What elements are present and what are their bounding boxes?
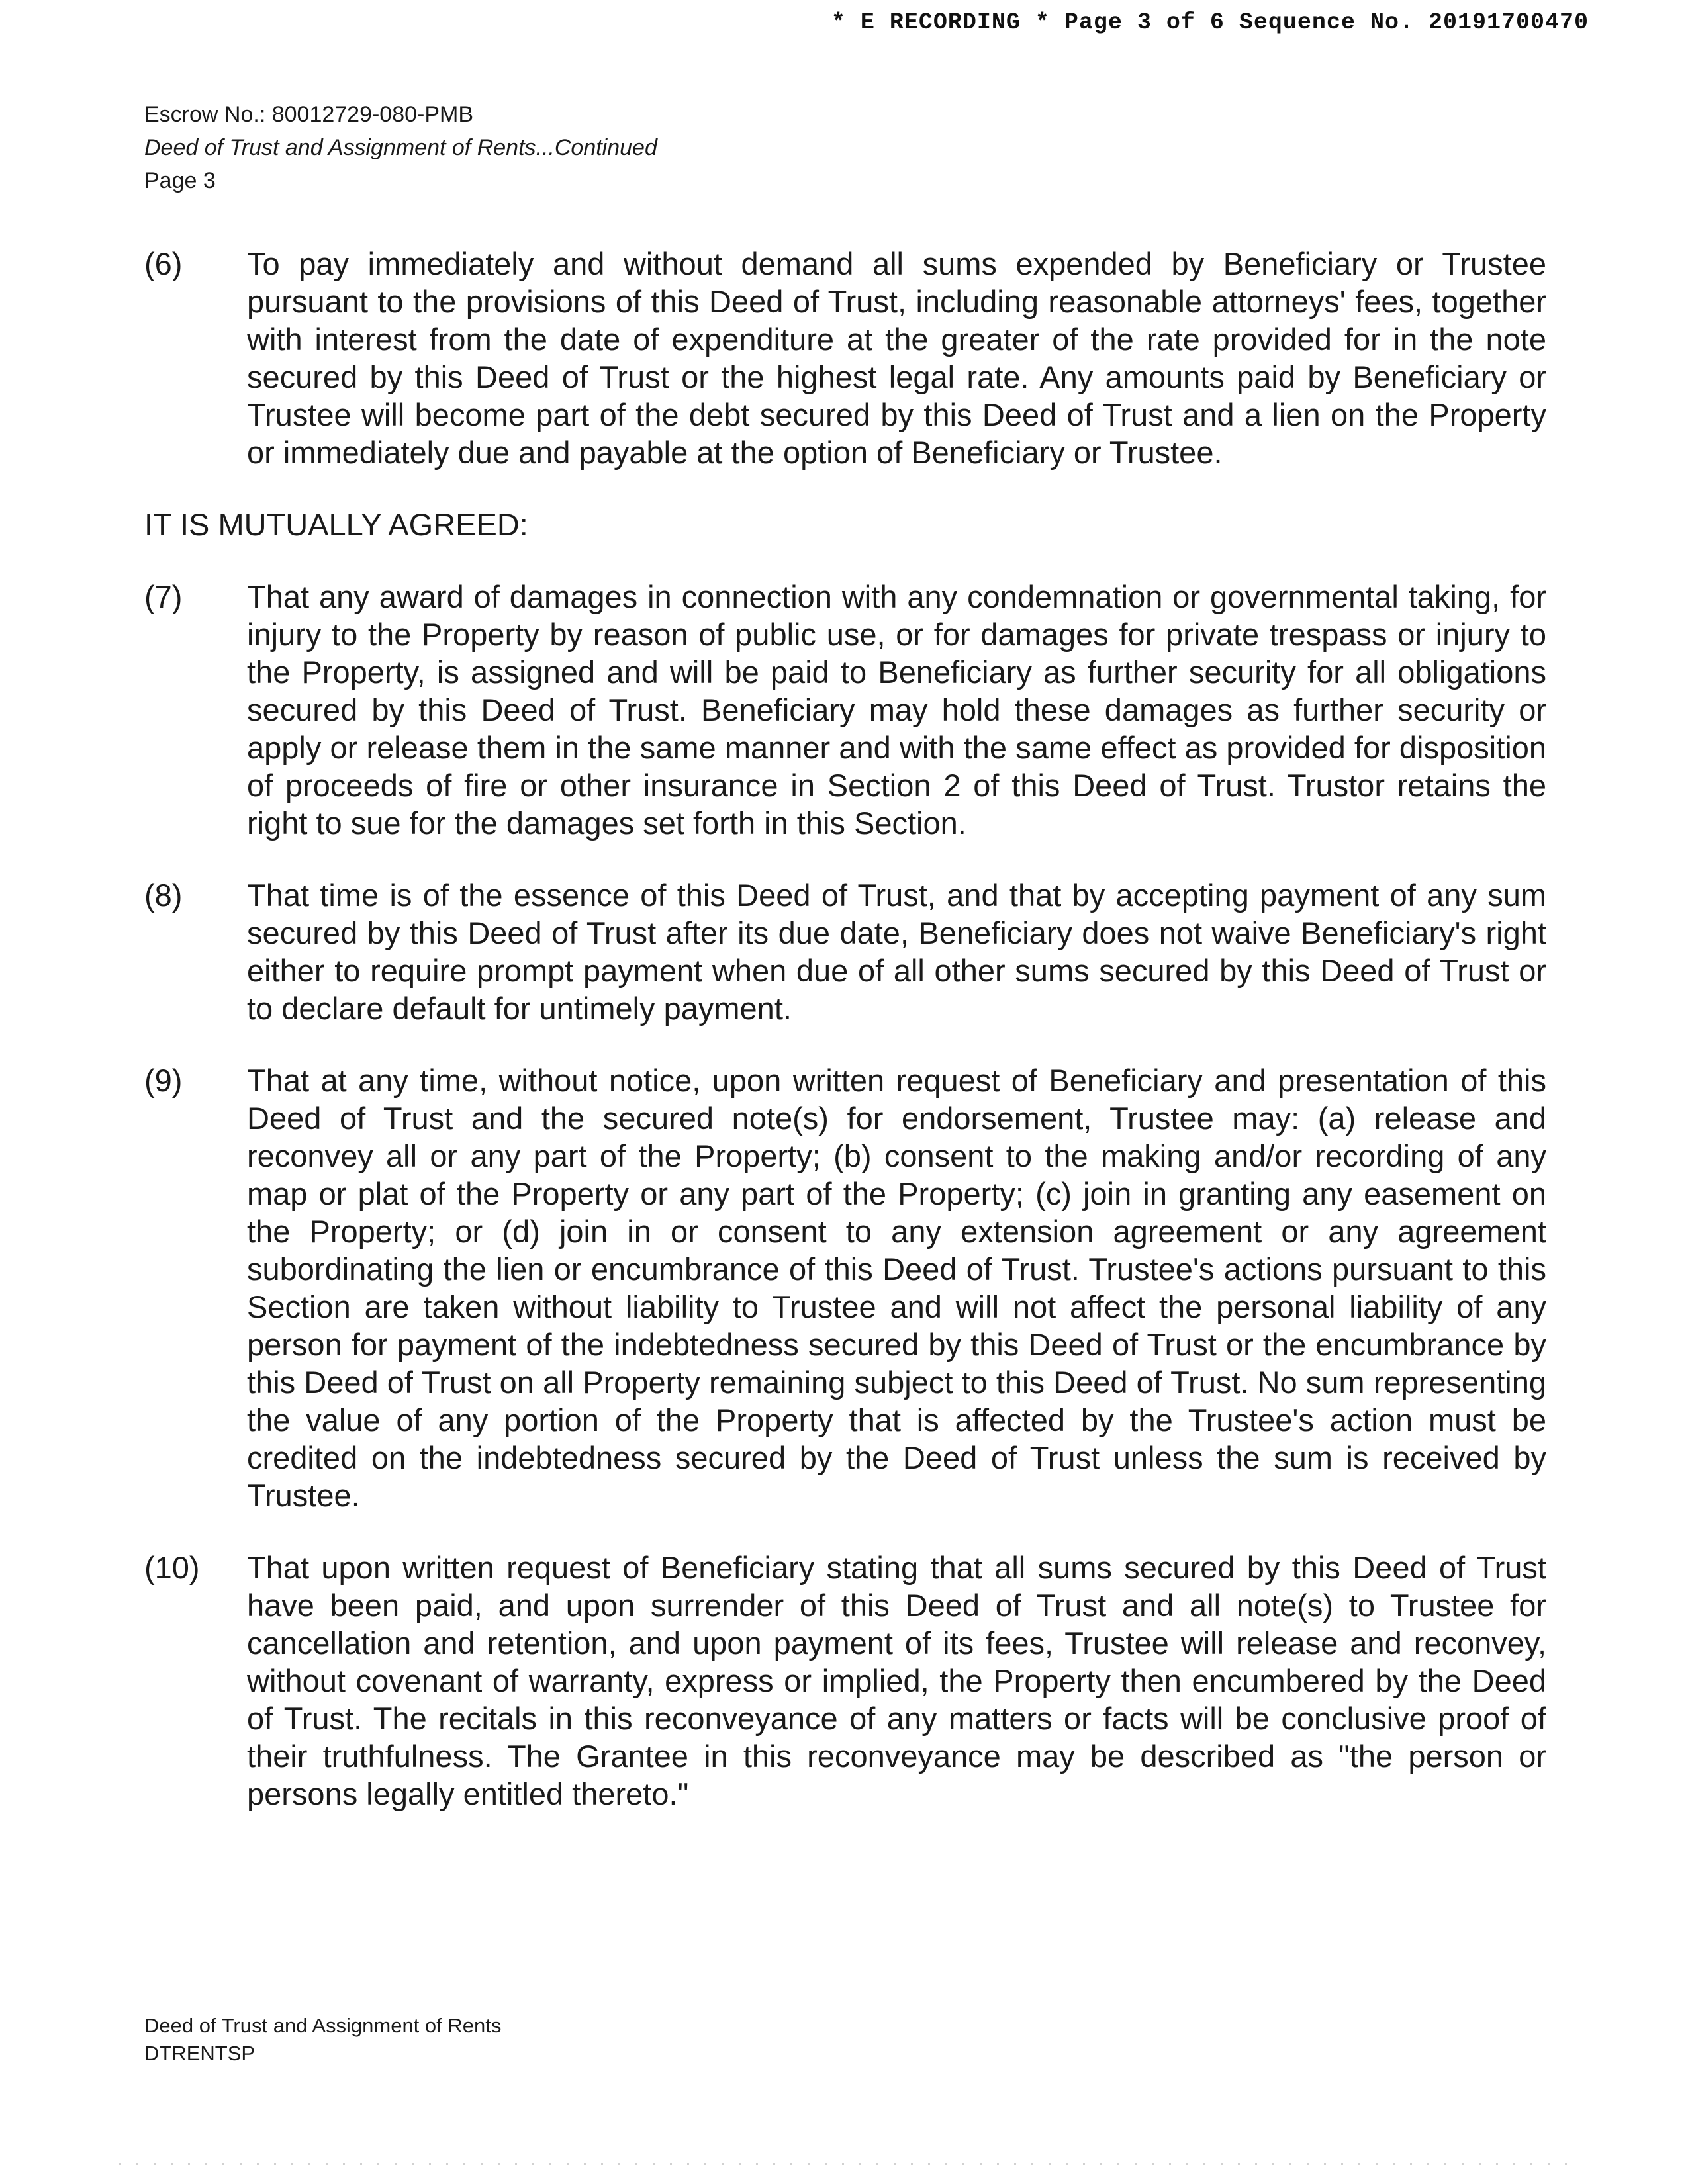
page-label: Page 3: [144, 168, 216, 193]
mutually-agreed-heading: IT IS MUTUALLY AGREED:: [144, 507, 528, 542]
paragraph-text: That at any time, without notice, upon written request of Beneficiary and presentation of this Deed of Trust and the secured note(s) for endorsement, Trustee may: (a) release and reconvey all or any part of the Property; (b) consent to the making and/or recording of any map or plat of the Property or any part of the Property; (c) join in granting any easement on the Property; or (d) join in or consent to any extension agreement or any agreement subordinating the lien or encumbrance of this Deed of Trust. Trustee's actions pursuant to this Section are taken without liability to Trustee and will not affect the personal liability of any person for payment of the indebtedness secured by this Deed of Trust or the encumbrance by this Deed of Trust on all Property remaining subject to this Deed of Trust. No sum representing the value of any portion of the Property that is affected by the Trustee's action must be credited on the indebtedness secured by the Deed of Trust unless the sum is received by Trustee.: [247, 1063, 1546, 1513]
scan-edge-artifact: [119, 2163, 1575, 2165]
recording-stamp: * E RECORDING * Page 3 of 6 Sequence No. 20191700470: [831, 9, 1589, 36]
document-title-continued: Deed of Trust and Assignment of Rents...Continued: [144, 135, 657, 160]
document-header: [144, 98, 657, 197]
paragraph-7: [144, 578, 1546, 842]
paragraph-text: That upon written request of Beneficiary stating that all sums secured by this Deed of Trust have been paid, and upon surrender of this Deed of Trust and all note(s) to Trustee for cancellation and retention, and upon payment of its fees, Trustee will release and reconvey, without covenant of warranty, express or implied, the Property then encumbered by the Deed of Trust. The recitals in this reconveyance of any matters or facts will be conclusive proof of their truthfulness. The Grantee in this reconveyance may be described as "the person or persons legally entitled thereto.": [247, 1550, 1546, 1811]
paragraph-6: [144, 245, 1546, 471]
paragraph-number: (7): [144, 579, 183, 614]
document-footer: [144, 2012, 501, 2068]
paragraph-number: (10): [144, 1550, 200, 1585]
paragraph-number: (6): [144, 246, 183, 281]
paragraph-text: That any award of damages in connection with any condemnation or governmental taking, for injury to the Property by reason of public use, or for damages for private trespass or injury to the Property, is assigned and will be paid to Beneficiary as further security for all obligations secured by this Deed of Trust. Beneficiary may hold these damages as further security or apply or release them in the same manner and with the same effect as provided for disposition of proceeds of fire or other insurance in Section 2 of this Deed of Trust. Trustor retains the right to sue for the damages set forth in this Section.: [247, 579, 1546, 841]
paragraph-number: (8): [144, 878, 183, 913]
footer-title: Deed of Trust and Assignment of Rents: [144, 2014, 502, 2037]
paragraph-9: [144, 1062, 1546, 1514]
paragraph-10: [144, 1549, 1546, 1813]
escrow-number: Escrow No.: 80012729-080-PMB: [144, 102, 474, 127]
paragraph-text: That time is of the essence of this Deed of Trust, and that by accepting payment of any sum secured by this Deed of Trust after its due date, Beneficiary does not waive Beneficiary's right either to require prompt payment when due of all other sums secured by this Deed of Trust or to declare default for untimely payment.: [247, 878, 1546, 1026]
paragraph-8: [144, 876, 1546, 1027]
document-body: [144, 245, 1546, 1847]
paragraph-text: To pay immediately and without demand all sums expended by Beneficiary or Trustee pursuant to the provisions of this Deed of Trust, including reasonable attorneys' fees, together with interest from the date of expenditure at the greater of the rate provided for in the note secured by this Deed of Trust or the highest legal rate. Any amounts paid by Beneficiary or Trustee will become part of the debt secured by this Deed of Trust and a lien on the Property or immediately due and payable at the option of Beneficiary or Trustee.: [247, 246, 1546, 470]
paragraph-number: (9): [144, 1063, 183, 1098]
footer-form-code: DTRENTSP: [144, 2042, 256, 2065]
